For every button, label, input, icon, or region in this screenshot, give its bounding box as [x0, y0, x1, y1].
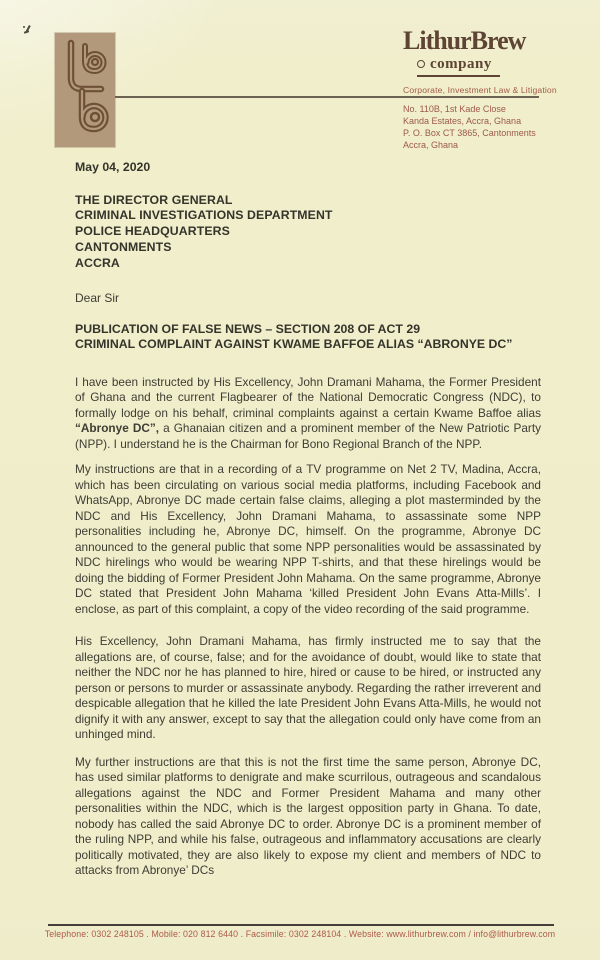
paragraph-4: My further instructions are that this is not the first time the same person, Abronye DC, has used similar platforms to denigrate and make scurrilous, outrageous and scandalous allegations against the NDC and Former President Mahama and many other personalities within the NDC, which is the largest opposition party in Ghana. To date, nobody has called the said Abronye DC to order. Abronye DC is a prominent member of the ruling NPP, and while his false, outrageous and inflammatory accusations are clearly politically motivated, they are also likely to expose my client and members of NDC to attacks from Abronye’ DCs — [75, 754, 541, 878]
address-line: P. O. Box CT 3865, Cantonments — [403, 128, 536, 138]
footer-divider — [48, 924, 554, 926]
address-line: Accra, Ghana — [403, 140, 459, 150]
recipient-block — [75, 193, 541, 273]
paragraph-1-bold-alias: “Abronye DC”, — [75, 421, 160, 436]
subject-block — [75, 322, 541, 353]
letter-body — [75, 160, 541, 889]
company-address — [403, 103, 536, 151]
company-subtitle: company — [430, 55, 492, 72]
address-line: No. 110B, 1st Kade Close — [403, 104, 506, 114]
letterhead-divider — [115, 96, 539, 98]
paragraph-2: My instructions are that in a recording of a TV programme on Net 2 TV, Madina, Accra, which has been circulating on various social media platforms, including Facebook and WhatsApp, Abronye DC made certain false claims, alleging a plot masterminded by the NDC and His Excellency, John Dramani Mahama, to assassinate some NPP personalities including he, Abronye DC, himself. On the programme, Abronye DC announced to the general public that some NPP personalities would be assassinated by NDC hirelings who would be wearing NPP T-shirts, and that these hirelings would be doing the bidding of Former President John Mahama. On the same programme, Abronye DC stated that President John Mahama ‘killed President John Evans Atta-Mills’. I enclose, as part of this complaint, a copy of the video recording of the said programme. — [75, 462, 541, 616]
salutation: Dear Sir — [75, 291, 120, 306]
letter-date: May 04, 2020 — [75, 160, 151, 174]
paragraph-1 — [75, 375, 541, 453]
recipient-line: POLICE HEADQUARTERS — [75, 224, 230, 239]
subject-line-1: PUBLICATION OF FALSE NEWS – SECTION 208 OF ACT 29 — [75, 321, 421, 336]
recipient-line: CANTONMENTS — [75, 240, 172, 255]
lithurbrew-logo-icon — [55, 33, 115, 147]
paragraph-3: His Excellency, John Dramani Mahama, has firmly instructed me to say that the allegations are, of course, false; and for the avoidance of doubt, would like to state that neither the NDC nor he has planned to hire, hired or cause to be hired, or instructed any person or persons to murder or assassinate anybody. Regarding the rather irreverent and despicable allegation that he killed the late President John Evans Atta-Mills, he would not dignify it with any answer, except to say that the allegation could only have come from an unhinged mind. — [75, 634, 542, 742]
recipient-line: ACCRA — [75, 256, 120, 271]
recipient-line: CRIMINAL INVESTIGATIONS DEPARTMENT — [75, 208, 333, 223]
footer-contact-info: Telephone: 0302 248105 . Mobile: 020 812 6440 . Facsimile: 0302 248104 . Website: www.lithurbrew.com / info@lithurbrew.com — [44, 929, 556, 939]
address-line: Kanda Estates, Accra, Ghana — [403, 116, 522, 126]
company-bullet-icon — [417, 60, 425, 68]
recipient-line: THE DIRECTOR GENERAL — [75, 192, 233, 207]
company-tagline: Corporate, Investment Law & Litigation — [403, 84, 557, 95]
company-name: LithurBrew — [403, 26, 526, 55]
scan-mark — [23, 24, 33, 36]
paragraph-1-text-cont: a Ghanaian citizen and a prominent member of the New Patriotic Party (NPP). I understand he is the Chairman for Bono Regional Branch of the NPP. — [75, 421, 541, 451]
company-subtitle-row — [417, 56, 500, 77]
subject-line-2: CRIMINAL COMPLAINT AGAINST KWAME BAFFOE ALIAS “ABRONYE DC” — [75, 337, 513, 352]
paragraph-1-text: I have been instructed by His Excellency, John Dramani Mahama, the Former President of Ghana and the current Flagbearer of the National Democratic Congress (NDC), to formally lodge on his behalf, criminal complaints against a certain Kwame Baffoe alias — [75, 374, 541, 420]
